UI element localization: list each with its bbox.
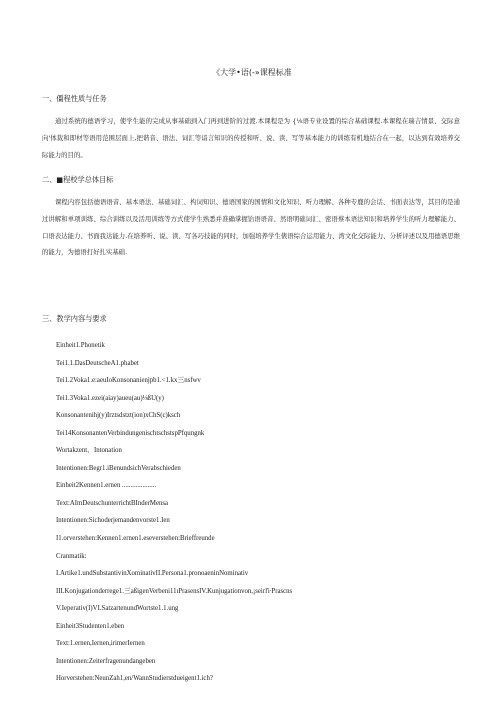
list-item: V.Ieperativ(I)VI.SatzartenundWortste1.1.ung bbox=[56, 605, 179, 613]
list-item: Tei1.3Voka1.ezei(aiay)aueu(au)⅛ßU(y) bbox=[56, 394, 164, 402]
list-item: Tei1.2Voka1.e:aeuIoKonsonanienjpb1.<1.kx三nsfwv bbox=[56, 377, 201, 385]
list-item: Konsonantenihj(y)Irztsdstzt(ion)xChS(c)ksch bbox=[56, 412, 181, 420]
list-item: Horverstehen:NeunZah1,en/WannStudierstdueigent1.ich? bbox=[56, 675, 213, 683]
list-item: Einheit2Kennen1.ernen .................... bbox=[56, 482, 157, 490]
list-item: Tei1.1.DasDeutscheA1.phabet bbox=[56, 359, 139, 367]
document-title: 《大学•语(-»课程标准 bbox=[212, 68, 292, 77]
list-item: Intentionen:Begr1.iBenundsichVerabschieden bbox=[56, 464, 181, 472]
section-heading-overall-goals: 二、■程校学总体目标 bbox=[42, 175, 114, 184]
list-item: Wortakzent、Intonation bbox=[56, 447, 122, 455]
section-heading-course-nature: 一、僵程性质与任务 bbox=[42, 94, 107, 103]
list-item: I.Artike1.undSubstantivinXominativII.Persona1.pronoaeninNominativ bbox=[56, 570, 249, 578]
list-item: Cranmatik: bbox=[56, 552, 87, 560]
section-paragraph-course-nature: 通过系统的德语学习，使学生能的完成从事基础到入门再到进阶的过渡.本课程是为 {⅛语专业设置的综合基础课程.本课程在瑞吉情景、交际意向'体裁和即材等语用范围层面上,把谐音、语法、词汇等谙言知识的传授和听、说、读、写等基本能力的训练有机地结合在一起，以达到有效培养交际能力的目的。 bbox=[42, 117, 460, 159]
list-item: Einheit3Studenten1.eben bbox=[56, 622, 125, 630]
section-heading-teaching-content: 三、教学内容与要求 bbox=[42, 314, 107, 323]
list-item: Tei14KonsonantenVerbindungenischtschstspPfqungnk bbox=[56, 429, 205, 437]
list-item: Text:1.ernen,Iernen,irimerIernen bbox=[56, 640, 145, 648]
teaching-content-list bbox=[56, 337, 456, 688]
list-item: Text:AImDeutschunterrichtBInderMensa bbox=[56, 499, 169, 507]
list-item: Einheit1.Phonetik bbox=[56, 342, 105, 349]
list-item: Intentionen:Zeiterfragenundangeben bbox=[56, 657, 156, 665]
list-item: III.Konjugationderrege1.三aßigenVerbeni11ιPrasensIV.Kunjugationvon,¡seirľi∙Prascns bbox=[56, 587, 293, 595]
list-item: Intentionen:Sichoderjemandenvorste1.Ien bbox=[56, 517, 170, 525]
list-item: I1.orverstehen:Kennen1.ernen1.eseverstehen:Brieffreunde bbox=[56, 535, 215, 543]
document-page bbox=[42, 0, 462, 707]
section-paragraph-overall-goals: 课程内容包括德语语音、基本语法、基础词汇、构词知识、德语国家的国情和文化知识、听力理解、各种专鹿的会话、书面表达等，其目的是通过讲解和单项训练、综合训练以及活用训练等方式使学生熟悉并准确掌握饴语语音、然语明础词汇、密语蔡本语法知识和培养学生的听力理解能力、口语表达能力、书面我达能力.在培养听、说、读、写各巧技能的同时，加强培养学生俵语综合运用能力、湾文化交际能力、分析评述以及用德语思维的能力，为德语打好扎实基础. bbox=[42, 198, 460, 257]
